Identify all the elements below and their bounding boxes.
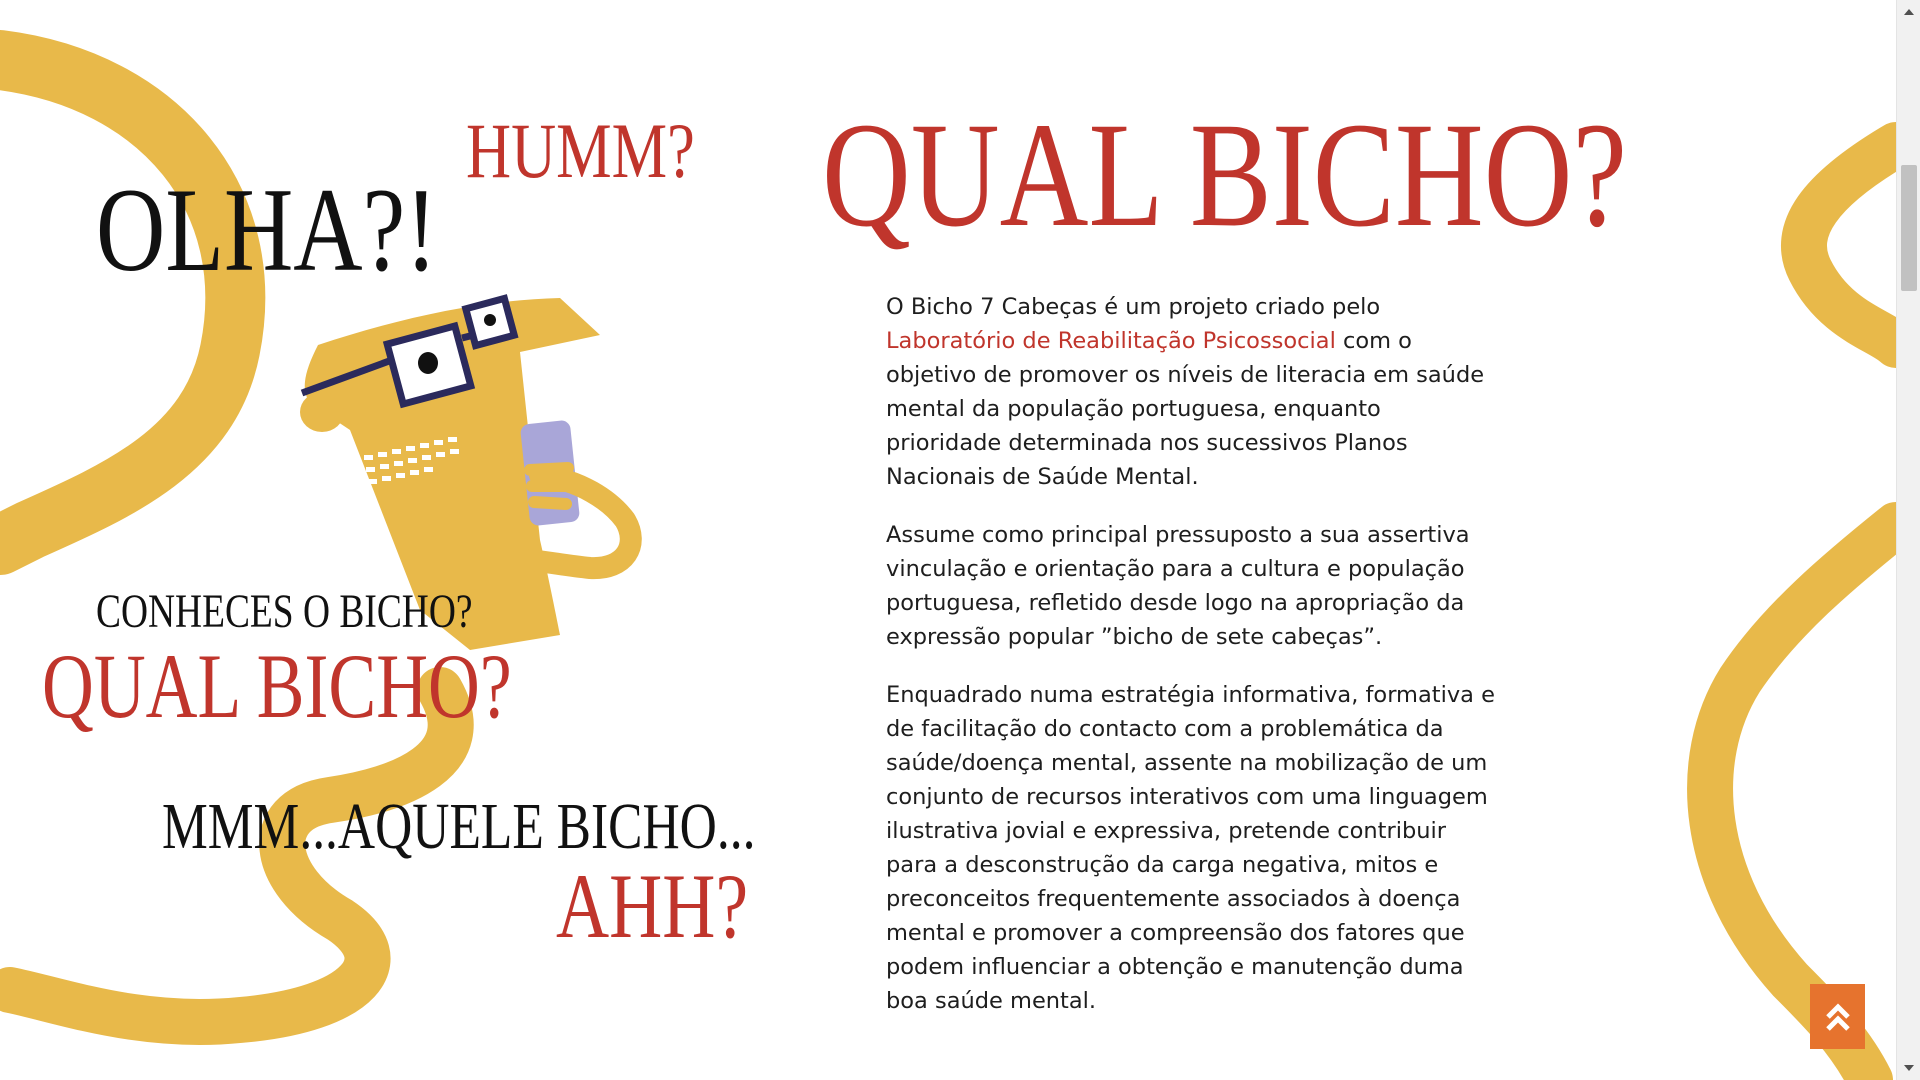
paragraph-1-rest: com o objetivo de promover os níveis de literacia em saúde mental da população portuguesa, enquanto prioridade determinada nos sucessivos Planos Nacionais de Saúde Mental. [886, 328, 1485, 490]
ahh-exclamation: AHH? [556, 855, 749, 957]
page-title: QUAL BICHO? [822, 92, 1628, 258]
scroll-up-arrow[interactable] [1897, 2, 1920, 22]
humm-exclamation: HUMM? [466, 107, 695, 194]
right-upper-ribbon-shape [1804, 145, 1896, 345]
aquele-bicho-phrase: MMM...AQUELE BICHO... [162, 790, 756, 863]
paragraph-1-intro: O Bicho 7 Cabeças é um projeto criado pelo [886, 294, 1381, 320]
qual-bicho-small-question: QUAL BICHO? [42, 635, 512, 737]
right-lower-ribbon-shape [1710, 525, 1896, 1080]
olha-exclamation: OLHA?! [96, 163, 438, 296]
character-eye-large [418, 352, 438, 374]
character-fingers-shape [530, 468, 570, 504]
lab-reabilitacao-link[interactable]: Laboratório de Reabilitação Psicossocial [886, 328, 1336, 354]
about-paragraph-2: Assume como principal pressuposto a sua assertiva vinculação e orientação para a cultura e população portuguesa, refletido desde logo na apropriação da expressão popular ”bicho de sete cabeças”. [886, 522, 1470, 650]
triangle-down-icon [1904, 1065, 1914, 1071]
character-eye-small [484, 314, 496, 326]
about-paragraph-3: Enquadrado numa estratégia informativa, formativa e de facilitação do contacto com a problemática da saúde/doença mental, assente na mobilização de um conjunto de recursos interativos com uma linguagem ilustrativa jovial e expressiva, pretende contribuir para a desconstrução da carga negativa, mitos e preconceitos frequentemente associados à doença mental e promover a compreensão dos fatores que podem influenciar a obtenção e manutenção duma boa saúde mental. [886, 682, 1495, 1014]
conheces-question: CONHECES O BICHO? [96, 585, 473, 638]
about-article [886, 290, 1496, 1042]
vertical-scrollbar[interactable] [1896, 0, 1920, 1080]
scrollbar-thumb[interactable] [1901, 165, 1917, 291]
double-chevron-up-icon [1825, 1002, 1851, 1032]
scroll-down-arrow[interactable] [1897, 1058, 1920, 1078]
character-ear-shape [300, 392, 344, 432]
about-paragraph-1 [886, 290, 1496, 494]
left-ribbon-shape [0, 60, 235, 545]
triangle-up-icon [1904, 9, 1914, 15]
scroll-to-top-button[interactable] [1810, 984, 1865, 1049]
